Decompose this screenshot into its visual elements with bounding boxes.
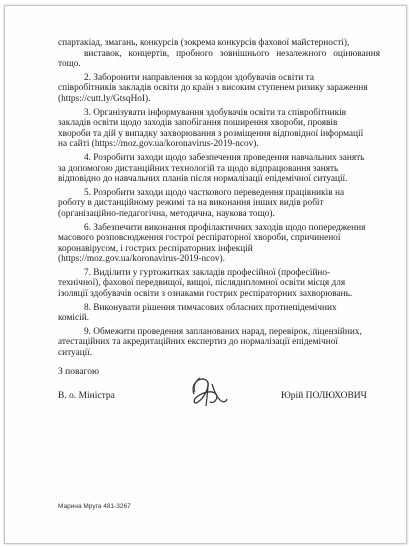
item-3-link: на сайті (https://moz.gov.ua/koronavirus-2019-ncov). [58,139,259,150]
item-7-line: ізоляції здобувачів освіти з ознаками гострих респіраторних захворювань. [58,289,353,300]
item-6-line: 6. Забезпечити виконання профілактичних заходів щодо попередження [84,222,366,233]
item-6-line: коронавірусом, і гострих респіраторних інфекцій [58,243,253,254]
item-9-line: 9. Обмежити проведення запланованих нарад, перевірок, ліцензійних, [84,326,362,337]
item-2-line: співробітників закладів освіти до країн з високим ступенем ризику зараження [58,83,368,94]
item-6-link: (https://moz.gov.ua/koronavirus-2019-ncov). [58,254,225,265]
item-5-line: 5. Розробити заходи щодо часткового переведення працівників на [84,187,345,198]
item-7-line: 7. Виділити у гуртожитках закладів професійної (професійно- [84,267,331,278]
item-8-line: 8. Виконувати рішення тимчасових обласних протиепідемічних [84,302,337,313]
item-3-line: 3. Організувати інформування здобувачів освіти та співробітників [84,107,347,118]
signatory-name: Юрій ПОЛЮХОВИЧ [281,391,367,401]
item-4-line: 4. Розробити заходи щодо забезпечення проведення навчальних занять [84,152,365,163]
item-3-line: хвороби та дій у випадку захворювання з розміщення відповідної інформації [58,128,364,139]
item-2-line: 2. Заборонити направлення за кордон здобувачів освіти та [84,72,314,83]
body-line: виставок, концертів, пробного зовнішнього незалежного оцінювання тощо. [58,48,380,70]
item-4-line: відповідно до навчальних планів після нормалізації епідемічної ситуації. [58,174,348,185]
item-2-link: (https://cutt.ly/GtsqHoI). [58,93,151,104]
item-7-line: технічної), фахової передвищої, вищої, післядипломної освіти місця для [58,278,346,289]
body-line: спартакіад, змагань, конкурсів (зокрема конкурсів фахової майстерності), [58,38,350,48]
signatory-position: В. о. Міністра [58,391,115,401]
closing-text: З повагою [58,367,100,377]
item-6-line: масового розповсюдження гострої респіраторної хвороби, спричиненої [58,233,341,244]
item-8-line: комісій. [58,313,89,324]
footer-contact: Марина Мруга 481-3267 [58,503,131,510]
item-9-line: атестаційних та акредитаційних експертиз до нормалізації епідемічної [58,337,339,348]
item-4-line: за допомогою дистанційних технологій та щодо відпрацювання занять [58,163,339,174]
item-5-line: роботу в дистанційному режимі та на виконання інших видів робіт [58,198,324,209]
item-9-line: ситуації. [58,348,93,359]
handwritten-signature [186,372,230,414]
item-3-line: закладів освіти щодо заходів запобігання поширення хвороби, проявів [58,118,338,129]
letter-body [58,38,380,359]
item-5-line: (організаційно-педагогічна, методична, наукова тощо). [58,208,275,219]
